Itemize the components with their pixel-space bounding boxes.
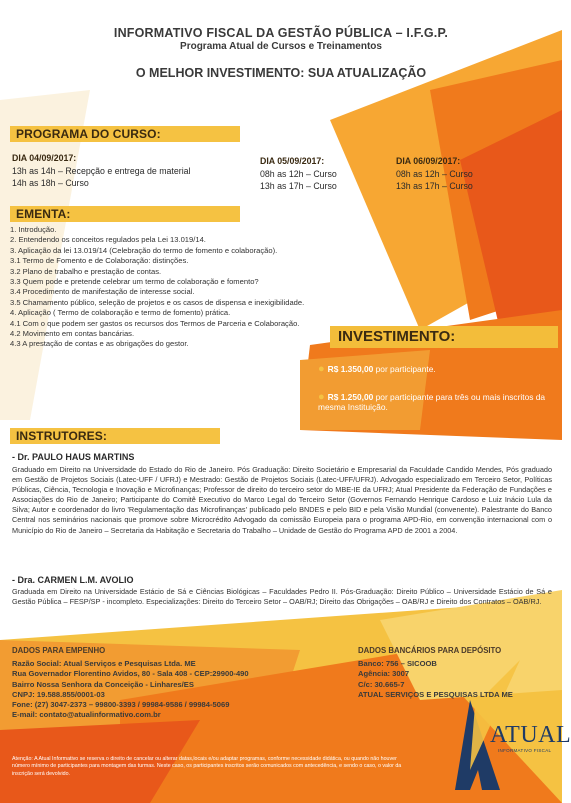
atual-logo-subtitle: INFORMATIVO FISCAL	[498, 748, 552, 753]
price-item-2	[318, 392, 558, 412]
ementa-item: 3.4 Procedimento de manifestação de interesse social.	[10, 287, 195, 297]
empenho-line: Fone: (27) 3047-2373 – 99800-3393 / 99984-9586 / 99984-5069	[12, 700, 230, 710]
ementa-item: 2. Entendendo os conceitos regulados pela Lei 13.019/14.	[10, 235, 206, 245]
ementa-item: 4.3 A prestação de contas e as obrigações do gestor.	[10, 339, 189, 349]
bullet-icon: ●	[318, 391, 325, 403]
day-1	[12, 152, 252, 190]
empenho-line: Rua Governador Florentino Avidos, 80 - Sala 408 - CEP:29900-490	[12, 669, 249, 679]
banco-line: Agência: 3007	[358, 669, 410, 679]
day-3-date: DIA 06/09/2017:	[396, 156, 461, 166]
ementa-item: 3.5 Chamamento público, seleção de projetos e os casos de dispensa e inexigibilidade.	[10, 297, 305, 307]
banco-line: ATUAL SERVIÇOS E PESQUISAS LTDA ME	[358, 689, 513, 699]
day-2-date: DIA 05/09/2017:	[260, 156, 325, 166]
bullet-icon: ●	[318, 363, 325, 375]
ementa-item: 3.1 Termo de Fomento e de Colaboração: distinções.	[10, 256, 189, 266]
programa-heading: PROGRAMA DO CURSO:	[10, 126, 240, 142]
instructor-2-bio: Graduada em Direito na Universidade Estácio de Sá e Ciências Biológicas – Faculdades Pedro II. Pós-Graduação: Direito Público – Universidade Estácio de Sá e Gestão Pública – FESP/SP - incompleto. Especializações: Direito do Terceiro Setor – OAB/RJ; Direito das Obrigações – OAB/RJ e Direito dos Contratos – OAB/RJ.	[12, 587, 552, 607]
day-1-line-1: 13h as 14h – Recepção e entrega de material	[12, 165, 191, 176]
empenho-line: CNPJ: 19.588.855/0001-03	[12, 689, 105, 699]
day-1-date: DIA 04/09/2017:	[12, 153, 77, 163]
empenho-line: Razão Social: Atual Serviços e Pesquisas Ltda. ME	[12, 659, 196, 668]
price-2-text: por participante para três ou mais inscritos da mesma Instituição.	[318, 392, 546, 412]
ementa-item: 3.2 Plano de trabalho e prestação de contas.	[10, 266, 162, 276]
day-3-line-1: 08h as 12h – Curso	[396, 168, 473, 179]
ementa-item: 3.3 Quem pode e pretende celebrar um termo de colaboração e fomento?	[10, 277, 259, 287]
ementa-heading: EMENTA:	[10, 206, 240, 222]
ementa-item: 4. Aplicação ( Termo de colaboração e termo de fomento) prática.	[10, 308, 231, 318]
slogan: O MELHOR INVESTIMENTO: SUA ATUALIZAÇÃO	[135, 66, 427, 80]
investimento-heading: INVESTIMENTO:	[330, 326, 558, 348]
empenho-heading: DADOS PARA EMPENHO	[12, 646, 106, 655]
atual-logo: ATUAL	[490, 722, 571, 748]
day-3	[396, 155, 526, 193]
instrutores-heading: INSTRUTORES:	[10, 428, 220, 444]
empenho-details	[12, 659, 342, 721]
ementa-item: 3. Aplicação da lei 13.019/14 (Celebração do termo de fomento e colaboração).	[10, 245, 278, 255]
empenho-email[interactable]: E-mail: contato@atualinformativo.com.br	[12, 710, 161, 720]
price-item-1	[318, 364, 558, 374]
day-2	[260, 155, 390, 193]
banco-line: C/c: 30.665-7	[358, 679, 405, 689]
instructor-1-name: - Dr. PAULO HAUS MARTINS	[12, 452, 135, 462]
page-subtitle: Programa Atual de Cursos e Treinamentos	[180, 41, 382, 52]
banco-line: Banco: 756 – SICOOB	[358, 659, 437, 668]
ementa-list	[10, 225, 310, 350]
day-2-line-1: 08h as 12h – Curso	[260, 168, 337, 179]
ementa-item: 1. Introdução.	[10, 225, 57, 234]
instructor-1-bio: Graduado em Direito na Universidade do Estado do Rio de Janeiro. Pós Graduação: Direito Societário e Empresarial da Faculdade Candido Mendes, Pós graduado em Gestão de Projetos Sociais (Latec-UFF / UFRJ) e Mestrado: Gestão de Projetos Sociais (Latec-UFF/UFRJ). Advogado especializado em Terceiro Setor, Políticas Públicas, Ciência, Tecnologia e Inovação e Microfinanças; Professor de direito do terceiro setor do MBE-IE da UFRJ; Atual Presidente da Federação de Fundações e Associações do Rio de Janeiro; Participante do Comitê Executivo do Marco Legal do Terceiro Setor (Governos Fernando Henrique Cardoso e Luiz Inácio Lula da Silva; Autor e coordenador do livro 'Regulamentação das Microfinanças' publicado pelo BNDES e pelo BID e pela Visão Mundial (convenente). Palestrante do Banco Central nos seminários nacionais que promove sobre Microcrédito Advogado da comissão Europeia para o programa APD-Rio, em convenção internacional com o Município do Rio de Janeiro – Secretaria da Habitação e Secretaria do Trabalho – Unidade de Gestão do Programa APD de 2001 a 2004.	[12, 465, 552, 535]
banco-heading: DADOS BANCÁRIOS PARA DEPÓSITO	[358, 646, 502, 655]
page-title: INFORMATIVO FISCAL DA GESTÃO PÚBLICA – I.F.G.P.	[113, 26, 449, 40]
day-3-line-2: 13h as 17h – Curso	[396, 181, 473, 191]
banco-details	[358, 659, 558, 700]
price-1: R$ 1.350,00	[327, 364, 374, 374]
day-1-line-2: 14h as 18h – Curso	[12, 178, 89, 188]
empenho-line: Bairro Nossa Senhora da Conceição - Linhares/ES	[12, 679, 194, 689]
price-1-text: por participante.	[373, 364, 436, 374]
price-2: R$ 1.250,00	[327, 392, 374, 402]
disclaimer-note: Atenção: A Atual Informativo se reserva o direito de cancelar ou alterar datas,locais e/ou adaptar programas, conforme necessidade didática, ou quando não houver número mínimo de participantes para montagem das turmas. Neste caso, os participantes inscritos serão comunicados com antecedência, e sendo o caso, o valor da inscrição será devolvido.	[12, 756, 402, 777]
ementa-item: 4.1 Com o que podem ser gastos os recursos dos Termos de Parceria e Colaboração.	[10, 318, 300, 328]
ementa-item: 4.2 Movimento em contas bancárias.	[10, 329, 135, 339]
day-2-line-2: 13h as 17h – Curso	[260, 181, 337, 191]
instructor-2-name: - Dra. CARMEN L.M. AVOLIO	[12, 575, 134, 585]
